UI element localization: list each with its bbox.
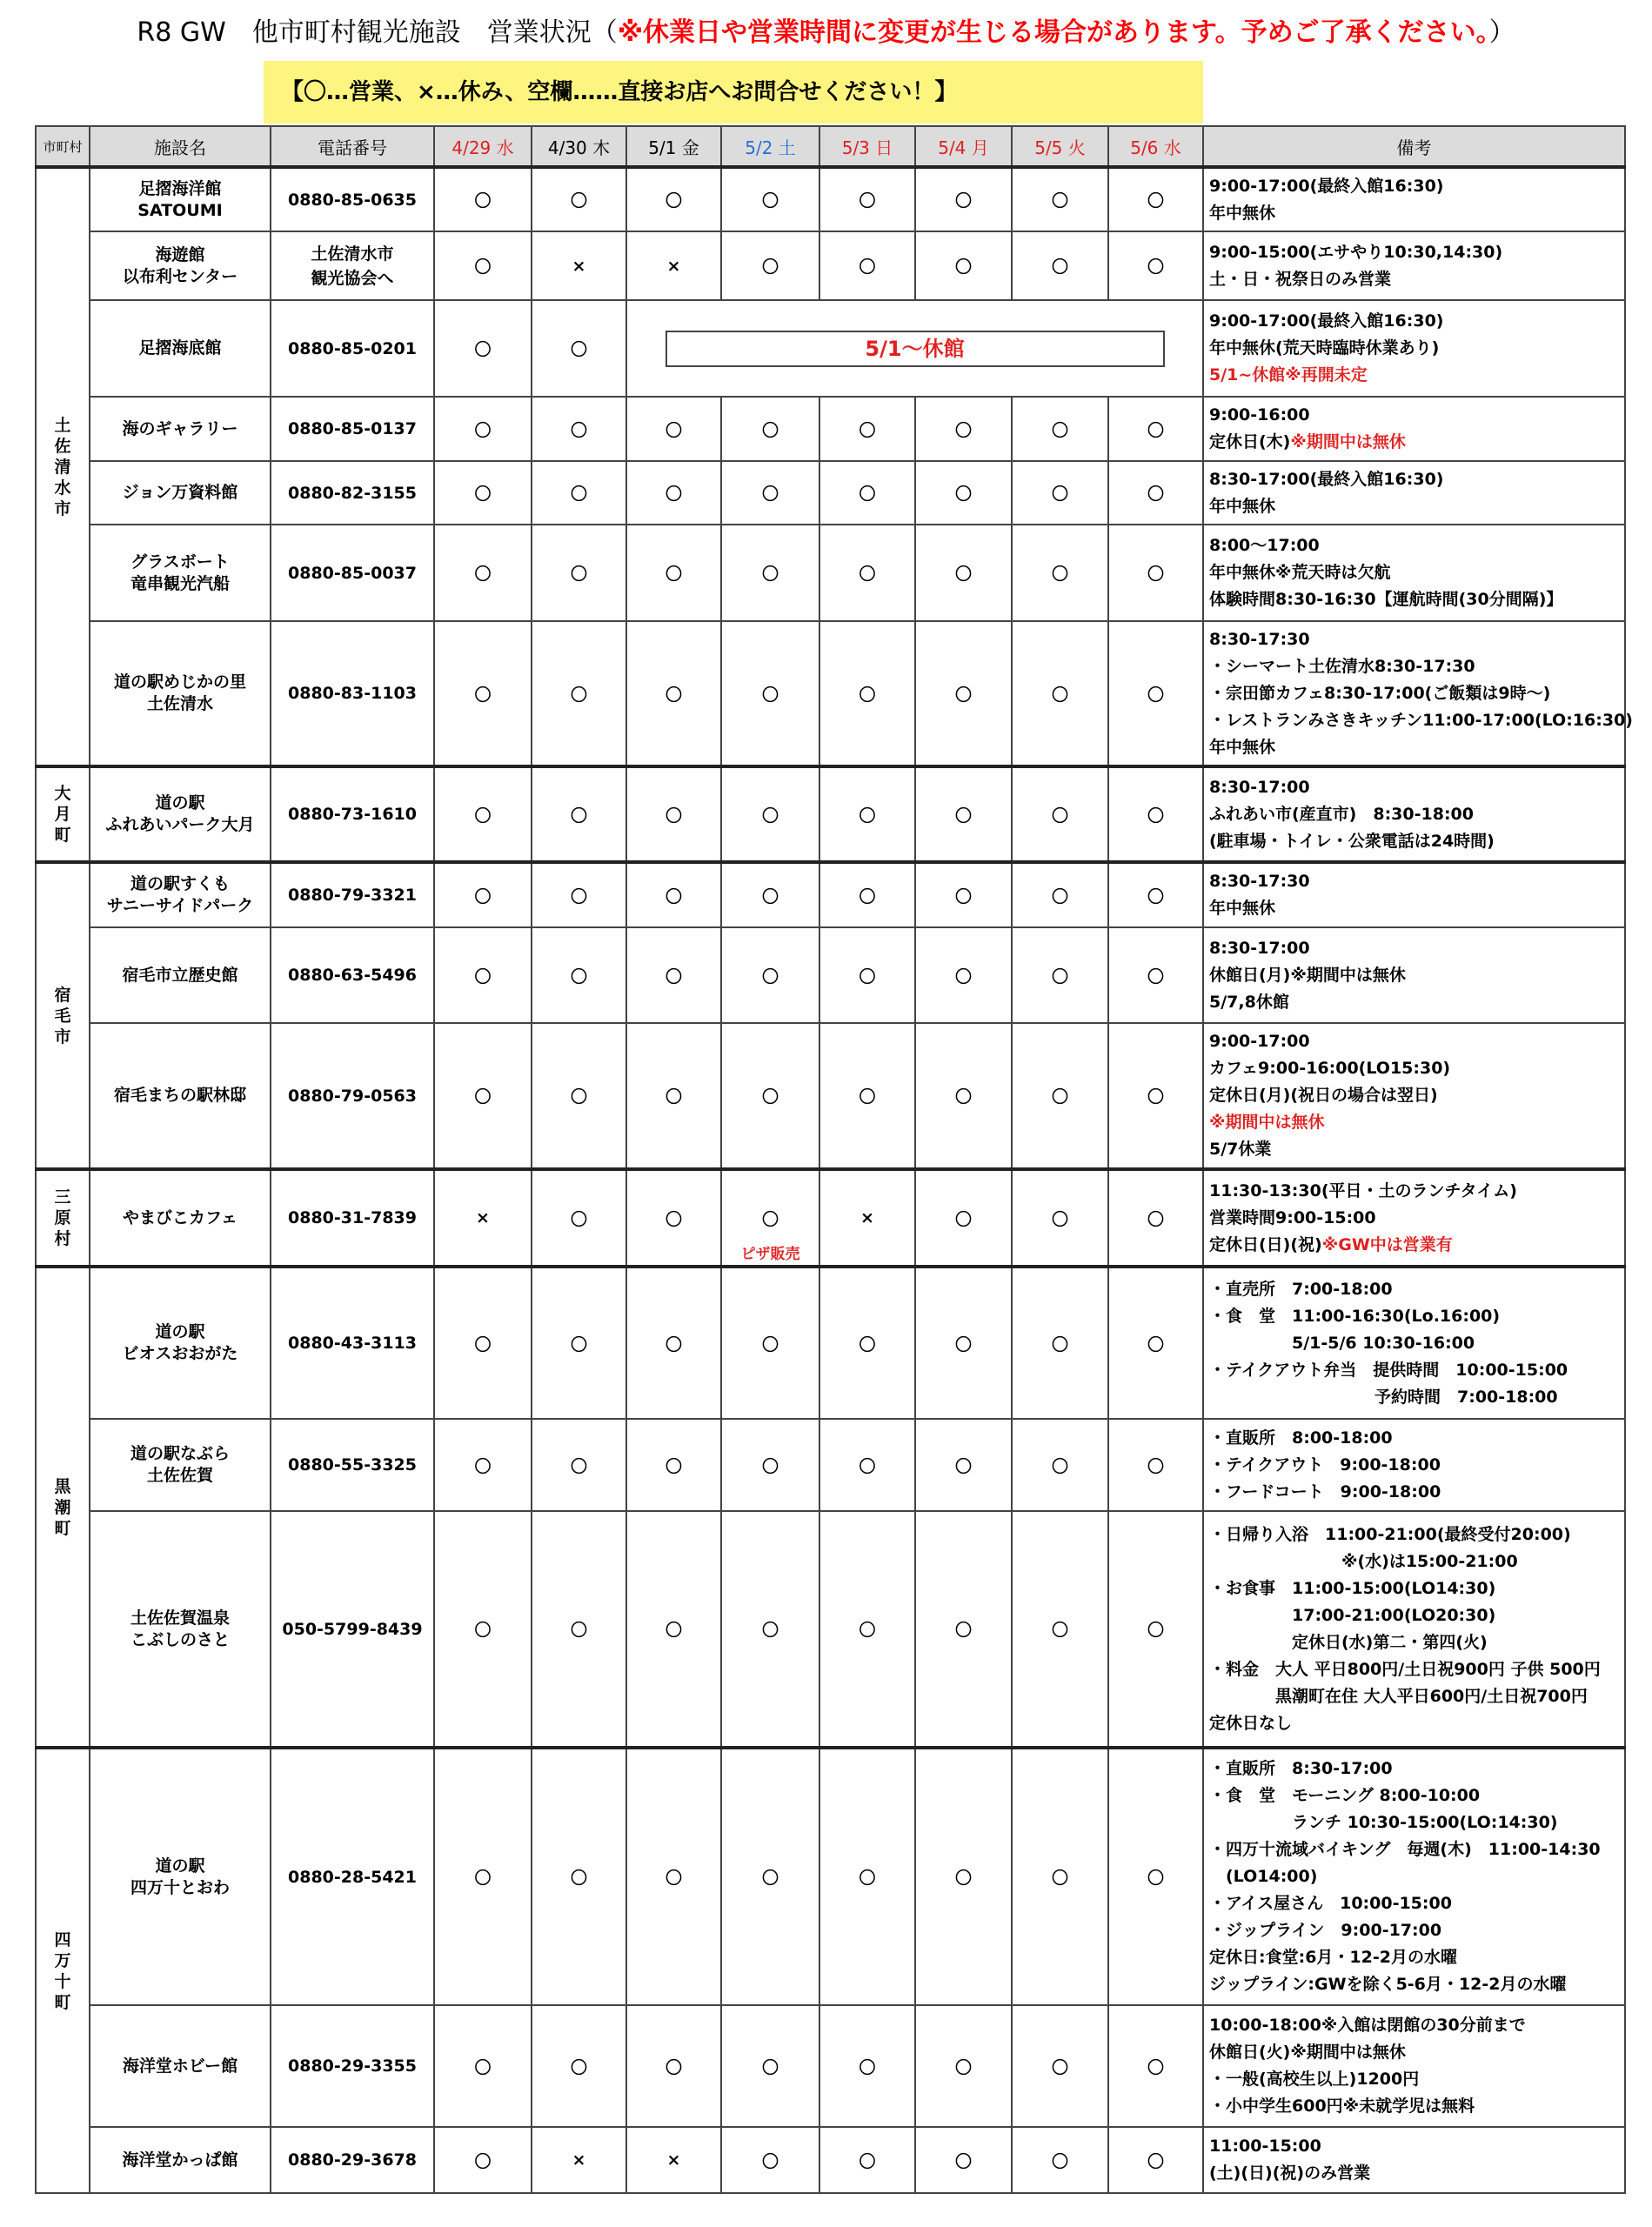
status-cell: 〇 bbox=[532, 397, 626, 461]
status-cell: 〇 bbox=[434, 525, 532, 621]
status-cell: 〇 bbox=[434, 862, 532, 927]
status-cell: 〇 bbox=[721, 862, 819, 927]
table-row bbox=[36, 1419, 1625, 1511]
status-cell: 〇 bbox=[1108, 2005, 1203, 2127]
status-cell: 〇 bbox=[721, 1267, 819, 1419]
status-cell: 〇 bbox=[626, 927, 721, 1023]
status-cell: 〇 bbox=[532, 300, 626, 397]
status-cell: 〇 bbox=[1012, 397, 1108, 461]
status-cell: 〇 bbox=[1108, 167, 1203, 231]
status-cell: 〇 bbox=[434, 167, 532, 231]
status-cell: 〇 bbox=[532, 461, 626, 525]
table-row bbox=[36, 300, 1625, 397]
status-cell: 〇 bbox=[1108, 621, 1203, 766]
facility-name: 道の駅めじかの里 土佐清水 bbox=[90, 621, 271, 766]
facility-name: 宿毛市立歴史館 bbox=[90, 927, 271, 1023]
status-cell: 〇 bbox=[626, 397, 721, 461]
status-cell: × bbox=[532, 231, 626, 300]
facility-name: 道の駅 ビオスおおがた bbox=[90, 1267, 271, 1419]
status-cell: 〇 bbox=[1012, 231, 1108, 300]
status-table bbox=[35, 125, 1633, 2194]
status-cell: 〇 bbox=[626, 1267, 721, 1419]
status-cell: 〇 bbox=[434, 927, 532, 1023]
col-date-0506: 5/6 水 bbox=[1108, 126, 1203, 167]
title-suffix: ） bbox=[1488, 17, 1515, 48]
status-cell: 〇 bbox=[532, 1267, 626, 1419]
status-cell: 〇 bbox=[915, 1419, 1012, 1511]
table-row bbox=[36, 1511, 1625, 1748]
status-cell: 〇 bbox=[721, 1023, 819, 1169]
status-cell: 〇 bbox=[626, 1511, 721, 1748]
facility-name: 道の駅 四万十とおわ bbox=[90, 1748, 271, 2005]
status-cell: 〇 bbox=[915, 167, 1012, 231]
status-cell: × bbox=[626, 231, 721, 300]
col-date-0504: 5/4 月 bbox=[915, 126, 1012, 167]
phone-number: 0880-73-1610 bbox=[271, 766, 434, 862]
notes-cell: ・日帰り入浴 11:00-21:00(最終受付20:00) ※(水)は15:00-21:00 ・お食事 11:00-15:00(LO14:30) 17:00-21:00(LO20:30) 定休日(水)第二・第四(火) ・料金 大人 平日800円/土日祝900円 子供 500円 黒潮町在住 大人平日600円/土日祝700円 定休日なし bbox=[1203, 1511, 1625, 1748]
municipality-tosashimizu: 土 佐 清 水 市 bbox=[36, 167, 90, 766]
status-cell-with-note: 〇 ピザ販売 bbox=[721, 1169, 819, 1267]
status-cell: 〇 bbox=[1012, 1748, 1108, 2005]
col-date-0430: 4/30 木 bbox=[532, 126, 626, 167]
status-cell: 〇 bbox=[532, 621, 626, 766]
col-date-0502: 5/2 土 bbox=[721, 126, 819, 167]
status-cell: 〇 bbox=[819, 927, 915, 1023]
municipality-mihara: 三 原 村 bbox=[36, 1169, 90, 1267]
status-cell: 〇 bbox=[434, 621, 532, 766]
status-cell: 〇 bbox=[434, 2005, 532, 2127]
status-cell: 〇 bbox=[819, 167, 915, 231]
status-cell: 〇 bbox=[819, 1511, 915, 1748]
legend-banner: 【〇…営業、×…休み、空欄……直接お店へお問合せください！】 bbox=[264, 61, 1203, 124]
status-cell: 〇 bbox=[721, 525, 819, 621]
facility-name: 海のギャラリー bbox=[90, 397, 271, 461]
facility-name: 道の駅すくも サニーサイドパーク bbox=[90, 862, 271, 927]
status-cell: 〇 bbox=[1012, 1169, 1108, 1267]
status-cell: 〇 bbox=[1108, 1267, 1203, 1419]
page-title bbox=[0, 10, 1652, 49]
status-cell: 〇 bbox=[434, 766, 532, 862]
notes-cell: 8:30-17:00(最終入館16:30) 年中無休 bbox=[1203, 461, 1625, 525]
status-cell: 〇 bbox=[434, 1748, 532, 2005]
status-cell: 〇 bbox=[626, 525, 721, 621]
status-cell: 〇 bbox=[819, 397, 915, 461]
status-cell: 〇 bbox=[819, 1023, 915, 1169]
notes-cell: 9:00-17:00(最終入館16:30) 年中無休(荒天時臨時休業あり) 5/1~休館※再開未定 bbox=[1203, 300, 1625, 397]
status-cell: 〇 bbox=[1012, 167, 1108, 231]
table-row bbox=[36, 525, 1625, 621]
header-row bbox=[36, 126, 1625, 167]
status-cell: 〇 bbox=[819, 766, 915, 862]
facility-name: 宿毛まちの駅林邸 bbox=[90, 1023, 271, 1169]
status-cell: 〇 bbox=[1012, 1023, 1108, 1169]
municipality-sukumo: 宿 毛 市 bbox=[36, 862, 90, 1169]
status-cell: 〇 bbox=[915, 2005, 1012, 2127]
notes-cell: 8:30-17:30 ・シーマート土佐清水8:30-17:30 ・宗田節カフェ8:30-17:00(ご飯類は9時～) ・レストランみさきキッチン11:00-17:00(LO:16:30) 年中無休 bbox=[1203, 621, 1625, 766]
status-cell: 〇 bbox=[721, 1511, 819, 1748]
notes-cell: 9:00-17:00 カフェ9:00-16:00(LO15:30) 定休日(月)(祝日の場合は翌日) ※期間中は無休 5/7休業 bbox=[1203, 1023, 1625, 1169]
notes-cell: 9:00-16:00 定休日(木)※期間中は無休 bbox=[1203, 397, 1625, 461]
status-cell: 〇 bbox=[915, 2127, 1012, 2193]
status-cell: 〇 bbox=[532, 766, 626, 862]
status-cell: 〇 bbox=[1108, 1748, 1203, 2005]
phone-number: 0880-55-3325 bbox=[271, 1419, 434, 1511]
phone-number: 0880-29-3678 bbox=[271, 2127, 434, 2193]
status-cell: 〇 bbox=[721, 1748, 819, 2005]
status-cell: 〇 bbox=[721, 231, 819, 300]
table-row bbox=[36, 231, 1625, 300]
facility-name: 足摺海底館 bbox=[90, 300, 271, 397]
status-cell: 〇 bbox=[532, 1511, 626, 1748]
facility-name: やまびこカフェ bbox=[90, 1169, 271, 1267]
status-cell: 〇 bbox=[819, 2005, 915, 2127]
notes-cell: 8:30-17:00 ふれあい市(産直市) 8:30-18:00 (駐車場・トイレ・公衆電話は24時間) bbox=[1203, 766, 1625, 862]
status-cell: 〇 bbox=[721, 621, 819, 766]
status-cell: 〇 bbox=[532, 1023, 626, 1169]
status-cell: 〇 bbox=[532, 167, 626, 231]
status-cell: 〇 bbox=[721, 766, 819, 862]
status-cell: 〇 bbox=[1108, 862, 1203, 927]
phone-number: 050-5799-8439 bbox=[271, 1511, 434, 1748]
facility-name: 道の駅なぶら 土佐佐賀 bbox=[90, 1419, 271, 1511]
phone-number: 0880-63-5496 bbox=[271, 927, 434, 1023]
status-cell: 〇 bbox=[819, 461, 915, 525]
col-date-0505: 5/5 火 bbox=[1012, 126, 1108, 167]
notes-cell: 11:30-13:30(平日・土のランチタイム) 営業時間9:00-15:00 定休日(日)(祝)※GW中は営業有 bbox=[1203, 1169, 1625, 1267]
status-cell: 〇 bbox=[532, 2005, 626, 2127]
status-cell: 〇 bbox=[1012, 766, 1108, 862]
status-cell: 〇 bbox=[1012, 1419, 1108, 1511]
status-cell: 〇 bbox=[626, 862, 721, 927]
facility-name: 海洋堂ホビー館 bbox=[90, 2005, 271, 2127]
status-cell: 〇 bbox=[1012, 2127, 1108, 2193]
status-cell: 〇 bbox=[626, 766, 721, 862]
notes-cell: 11:00-15:00 (土)(日)(祝)のみ営業 bbox=[1203, 2127, 1625, 2193]
status-cell: 〇 bbox=[915, 927, 1012, 1023]
phone-number: 0880-85-0635 bbox=[271, 167, 434, 231]
status-cell: 〇 bbox=[915, 231, 1012, 300]
phone-number: 0880-82-3155 bbox=[271, 461, 434, 525]
status-cell: 〇 bbox=[819, 1267, 915, 1419]
notes-cell: 8:30-17:30 年中無休 bbox=[1203, 862, 1625, 927]
status-cell: × bbox=[626, 2127, 721, 2193]
notes-cell: ・直販所 8:00-18:00 ・テイクアウト 9:00-18:00 ・フードコート 9:00-18:00 bbox=[1203, 1419, 1625, 1511]
status-cell: 〇 bbox=[532, 1169, 626, 1267]
facility-name: グラスボート 竜串観光汽船 bbox=[90, 525, 271, 621]
status-cell: 〇 bbox=[434, 461, 532, 525]
phone-number: 土佐清水市 観光協会へ bbox=[271, 231, 434, 300]
table-row bbox=[36, 2127, 1625, 2193]
status-cell: 〇 bbox=[819, 525, 915, 621]
status-cell: 〇 bbox=[721, 397, 819, 461]
status-cell: 〇 bbox=[915, 862, 1012, 927]
status-cell: 〇 bbox=[532, 525, 626, 621]
status-cell: 〇 bbox=[626, 2005, 721, 2127]
status-cell: 〇 bbox=[626, 1419, 721, 1511]
status-cell: 〇 bbox=[434, 1023, 532, 1169]
phone-number: 0880-79-0563 bbox=[271, 1023, 434, 1169]
status-cell: 〇 bbox=[819, 1419, 915, 1511]
closed-span bbox=[626, 300, 1203, 397]
facility-name: ジョン万資料館 bbox=[90, 461, 271, 525]
closed-label: 5/1～休館 bbox=[665, 331, 1165, 367]
title-warning: ※休業日や営業時間に変更が生じる場合があります。予めご了承ください。 bbox=[617, 17, 1489, 48]
pizza-label: ピザ販売 bbox=[740, 1246, 800, 1263]
col-notes: 備考 bbox=[1203, 126, 1625, 167]
status-cell: 〇 bbox=[434, 1511, 532, 1748]
status-cell: 〇 bbox=[532, 1419, 626, 1511]
facility-name: 土佐佐賀温泉 こぶしのさと bbox=[90, 1511, 271, 1748]
status-cell: 〇 bbox=[915, 766, 1012, 862]
facility-name: 海遊館 以布利センター bbox=[90, 231, 271, 300]
status-cell: 〇 bbox=[721, 2005, 819, 2127]
status-cell: 〇 bbox=[434, 1419, 532, 1511]
status-cell: 〇 bbox=[626, 621, 721, 766]
phone-number: 0880-31-7839 bbox=[271, 1169, 434, 1267]
status-cell: 〇 bbox=[1108, 1169, 1203, 1267]
status-cell: 〇 bbox=[532, 927, 626, 1023]
col-date-0501: 5/1 金 bbox=[626, 126, 721, 167]
status-cell: 〇 bbox=[721, 1419, 819, 1511]
status-cell: 〇 bbox=[1012, 461, 1108, 525]
col-facility: 施設名 bbox=[90, 126, 271, 167]
status-cell: × bbox=[532, 2127, 626, 2193]
table-row bbox=[36, 621, 1625, 766]
phone-number: 0880-28-5421 bbox=[271, 1748, 434, 2005]
notes-cell: 9:00-17:00(最終入館16:30) 年中無休 bbox=[1203, 167, 1625, 231]
notes-cell: ・直販所 8:30-17:00 ・食 堂 モーニング 8:00-10:00 ランチ 10:30-15:00(LO:14:30) ・四万十流域バイキング 毎週(木) 11:00-14:30 (LO14:00) ・アイス屋さん 10:00-15:00 ・ジップライン 9:00-17:00 定休日:食堂:6月・12-2月の水曜 ジップライン:GWを除く5-6月・12-2月の水曜 bbox=[1203, 1748, 1625, 2005]
municipality-kuroshio: 黒 潮 町 bbox=[36, 1267, 90, 1748]
status-cell: × bbox=[434, 1169, 532, 1267]
notes-cell: 9:00-15:00(エサやり10:30,14:30) 土・日・祝祭日のみ営業 bbox=[1203, 231, 1625, 300]
notes-cell: ・直売所 7:00-18:00 ・食 堂 11:00-16:30(Lo.16:00) 5/1-5/6 10:30-16:00 ・テイクアウト弁当 提供時間 10:00-15:00 予約時間 7:00-18:00 bbox=[1203, 1267, 1625, 1419]
status-cell: 〇 bbox=[626, 1169, 721, 1267]
facility-name: 足摺海洋館 SATOUMI bbox=[90, 167, 271, 231]
status-cell: 〇 bbox=[434, 231, 532, 300]
status-cell: 〇 bbox=[1012, 862, 1108, 927]
phone-number: 0880-29-3355 bbox=[271, 2005, 434, 2127]
facility-name: 海洋堂かっぱ館 bbox=[90, 2127, 271, 2193]
status-cell: 〇 bbox=[1108, 231, 1203, 300]
status-cell: 〇 bbox=[1108, 1419, 1203, 1511]
status-cell: 〇 bbox=[626, 1748, 721, 2005]
status-cell: 〇 bbox=[434, 1267, 532, 1419]
status-cell: 〇 bbox=[1108, 2127, 1203, 2193]
status-cell: 〇 bbox=[819, 621, 915, 766]
status-cell: 〇 bbox=[915, 1267, 1012, 1419]
status-cell: 〇 bbox=[915, 1748, 1012, 2005]
status-cell: 〇 bbox=[626, 167, 721, 231]
status-cell: 〇 bbox=[1108, 525, 1203, 621]
municipality-otsuki: 大 月 町 bbox=[36, 766, 90, 862]
col-date-0503: 5/3 日 bbox=[819, 126, 915, 167]
status-cell: 〇 bbox=[915, 1511, 1012, 1748]
status-cell: 〇 bbox=[1108, 397, 1203, 461]
status-cell: 〇 bbox=[626, 461, 721, 525]
table-row bbox=[36, 1023, 1625, 1169]
table-row bbox=[36, 1169, 1625, 1267]
status-cell: 〇 bbox=[915, 1169, 1012, 1267]
table-row bbox=[36, 862, 1625, 927]
table-row bbox=[36, 397, 1625, 461]
status-cell: 〇 bbox=[434, 2127, 532, 2193]
col-municipality: 市町村 bbox=[36, 126, 90, 167]
status-cell: 〇 bbox=[532, 1748, 626, 2005]
phone-number: 0880-85-0037 bbox=[271, 525, 434, 621]
phone-number: 0880-85-0137 bbox=[271, 397, 434, 461]
table-row bbox=[36, 766, 1625, 862]
table-row bbox=[36, 927, 1625, 1023]
status-cell: 〇 bbox=[1108, 461, 1203, 525]
status-cell: 〇 bbox=[434, 300, 532, 397]
status-cell: 〇 bbox=[1012, 525, 1108, 621]
status-cell: 〇 bbox=[915, 397, 1012, 461]
municipality-shimanto: 四 万 十 町 bbox=[36, 1748, 90, 2193]
facility-name: 道の駅 ふれあいパーク大月 bbox=[90, 766, 271, 862]
phone-number: 0880-43-3113 bbox=[271, 1267, 434, 1419]
status-cell: 〇 bbox=[721, 461, 819, 525]
col-date-0429: 4/29 水 bbox=[434, 126, 532, 167]
status-cell: 〇 bbox=[819, 231, 915, 300]
status-cell: 〇 bbox=[915, 525, 1012, 621]
status-cell: 〇 bbox=[1012, 1267, 1108, 1419]
notes-cell: 8:30-17:00 休館日(月)※期間中は無休 5/7,8休館 bbox=[1203, 927, 1625, 1023]
status-cell: 〇 bbox=[434, 397, 532, 461]
status-cell: 〇 bbox=[915, 621, 1012, 766]
status-cell: 〇 bbox=[1108, 1511, 1203, 1748]
status-cell: 〇 bbox=[915, 1023, 1012, 1169]
status-cell: 〇 bbox=[721, 927, 819, 1023]
status-cell: 〇 bbox=[1108, 766, 1203, 862]
status-cell: 〇 bbox=[915, 461, 1012, 525]
status-cell: 〇 bbox=[819, 2127, 915, 2193]
status-cell: 〇 bbox=[1012, 927, 1108, 1023]
notes-cell: 10:00-18:00※入館は閉館の30分前まで 休館日(火)※期間中は無休 ・一般(高校生以上)1200円 ・小中学生600円※未就学児は無料 bbox=[1203, 2005, 1625, 2127]
col-phone: 電話番号 bbox=[271, 126, 434, 167]
status-cell: 〇 bbox=[1012, 621, 1108, 766]
table-row bbox=[36, 461, 1625, 525]
status-cell: 〇 bbox=[1012, 2005, 1108, 2127]
table-row bbox=[36, 1748, 1625, 2005]
phone-number: 0880-83-1103 bbox=[271, 621, 434, 766]
status-cell: 〇 bbox=[626, 1023, 721, 1169]
status-cell: 〇 bbox=[532, 862, 626, 927]
phone-number: 0880-79-3321 bbox=[271, 862, 434, 927]
table-row bbox=[36, 1267, 1625, 1419]
phone-number: 0880-85-0201 bbox=[271, 300, 434, 397]
table-row bbox=[36, 167, 1625, 231]
status-cell: 〇 bbox=[819, 862, 915, 927]
status-cell: 〇 bbox=[819, 1748, 915, 2005]
status-cell: 〇 bbox=[721, 167, 819, 231]
notes-cell: 8:00～17:00 年中無休※荒天時は欠航 体験時間8:30-16:30【運航時間(30分間隔)】 bbox=[1203, 525, 1625, 621]
status-cell: × bbox=[819, 1169, 915, 1267]
status-cell: 〇 bbox=[1108, 927, 1203, 1023]
status-cell: 〇 bbox=[1012, 1511, 1108, 1748]
status-cell: 〇 bbox=[1108, 1023, 1203, 1169]
table-row bbox=[36, 2005, 1625, 2127]
status-cell: 〇 bbox=[721, 2127, 819, 2193]
title-prefix: R8 GW 他市町村観光施設 営業状況（ bbox=[137, 17, 618, 48]
